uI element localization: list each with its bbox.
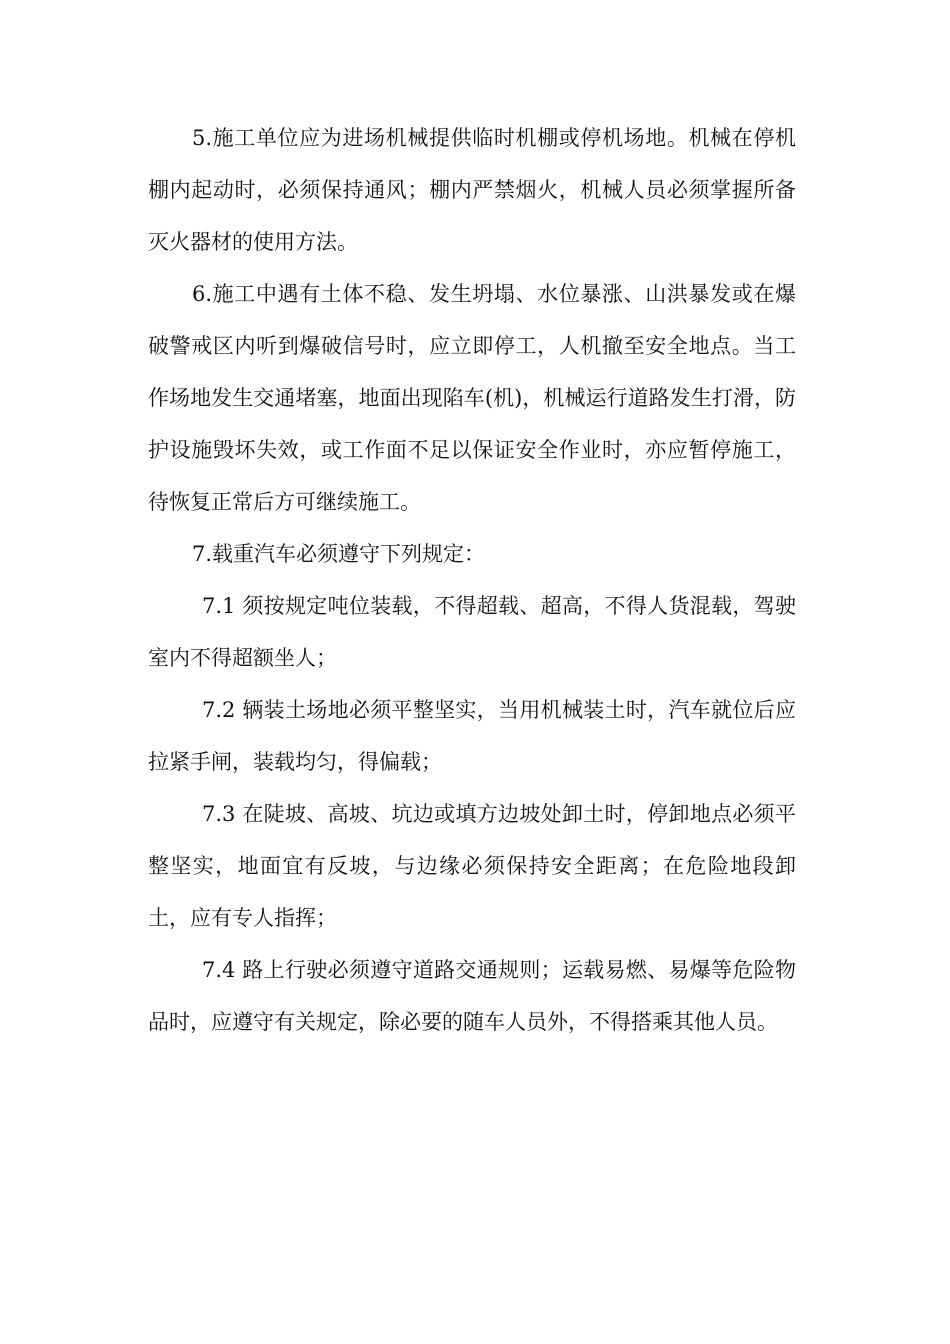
paragraph-7-3: 7.3 在陡坡、高坡、坑边或填方边坡处卸土时，停卸地点必须平整坚实，地面宜有反坡，与边缘必须保持安全距离；在危险地段卸土，应有专人指挥； xyxy=(148,802,796,930)
paragraph-7: 7.载重汽车必须遵守下列规定： xyxy=(192,542,486,566)
paragraph-5: 5.施工单位应为进场机械提供临时机棚或停机场地。机械在停机棚内起动时，必须保持通风；棚内严禁烟火，机械人员必须掌握所备灭火器材的使用方法。 xyxy=(148,126,796,254)
paragraph-7-1: 7.1 须按规定吨位装载，不得超载、超高，不得人货混载，驾驶室内不得超额坐人； xyxy=(148,594,796,670)
document-body xyxy=(148,112,796,1048)
paragraph-6: 6.施工中遇有土体不稳、发生坍塌、水位暴涨、山洪暴发或在爆破警戒区内听到爆破信号时，应立即停工，人机撤至安全地点。当工作场地发生交通堵塞，地面出现陷车(机)，机械运行道路发生打滑，防护设施毁坏失效，或工作面不足以保证安全作业时，亦应暂停施工，待恢复正常后方可继续施工。 xyxy=(148,282,796,514)
paragraph-7-2: 7.2 辆装土场地必须平整坚实，当用机械装土时，汽车就位后应拉紧手闸，装载均匀，得偏载； xyxy=(148,698,796,774)
paragraph-7-4: 7.4 路上行驶必须遵守道路交通规则；运载易燃、易爆等危险物品时，应遵守有关规定，除必要的随车人员外，不得搭乘其他人员。 xyxy=(148,958,796,1034)
